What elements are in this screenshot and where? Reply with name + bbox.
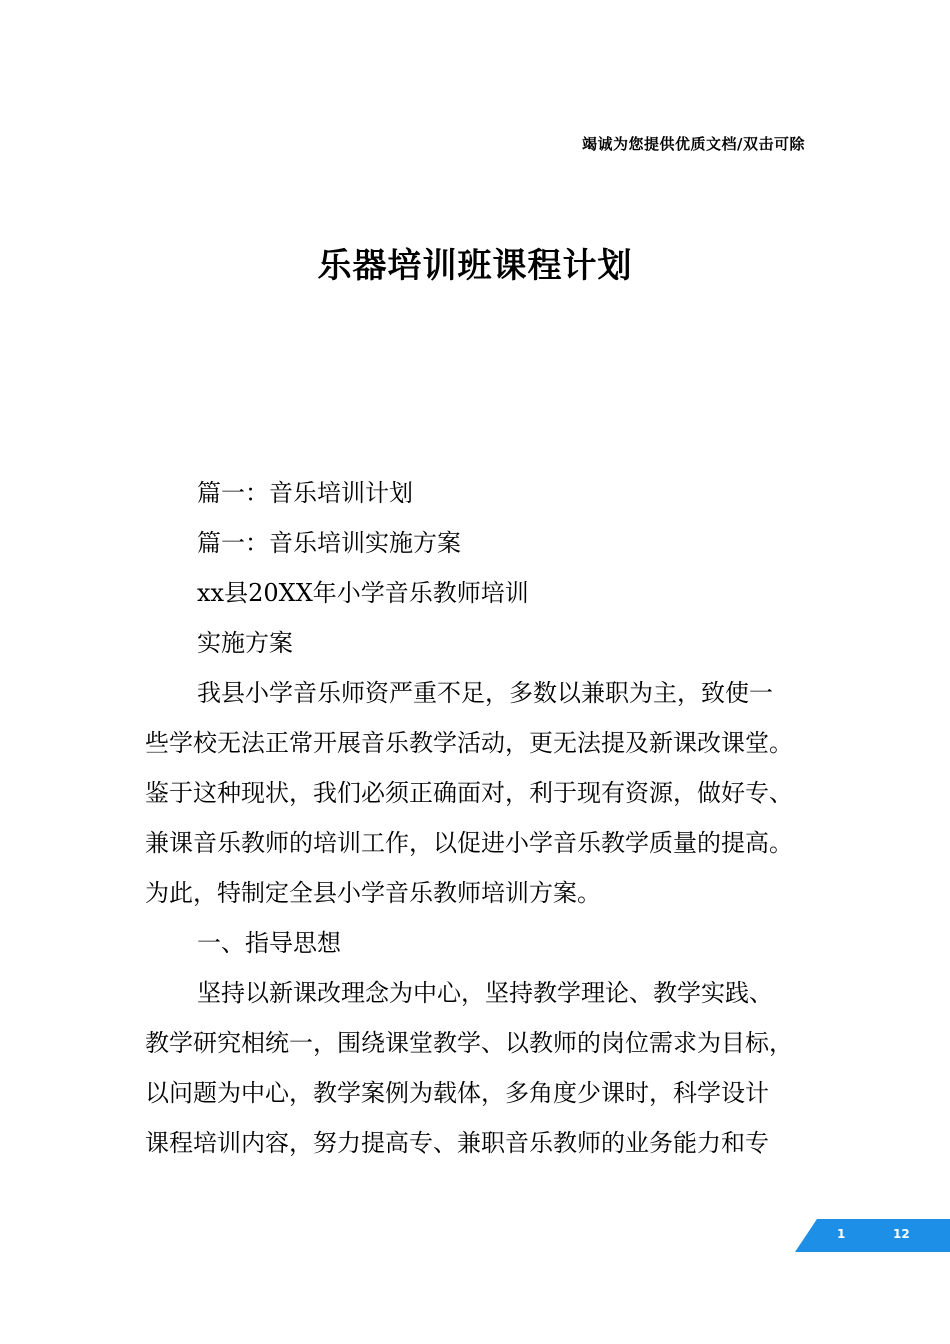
header-note: 竭诚为您提供优质文档/双击可除	[582, 135, 805, 153]
paragraph-line: 我县小学音乐师资严重不足，多数以兼职为主，致使一	[197, 679, 773, 707]
subtitle-line: xx县20XX年小学音乐教师培训	[197, 579, 529, 607]
page-indicator-background	[795, 1219, 950, 1252]
paragraph-line: 鉴于这种现状，我们必须正确面对，利于现有资源，做好专、	[145, 779, 793, 807]
subtitle-line: 实施方案	[197, 629, 293, 657]
paragraph-line: 坚持以新课改理念为中心，坚持教学理论、教学实践、	[197, 979, 773, 1007]
page-indicator	[795, 1219, 950, 1252]
total-page-number: 12	[893, 1227, 910, 1241]
paragraph-line: 课程培训内容，努力提高专、兼职音乐教师的业务能力和专	[145, 1129, 769, 1157]
section-heading: 一、指导思想	[197, 929, 341, 957]
paragraph-line: 以问题为中心，教学案例为载体，多角度少课时，科学设计	[145, 1079, 769, 1107]
toc-line: 篇一：音乐培训实施方案	[197, 529, 461, 557]
paragraph-line: 教学研究相统一，围绕课堂教学、以教师的岗位需求为目标，	[145, 1029, 793, 1057]
paragraph-line: 些学校无法正常开展音乐教学活动，更无法提及新课改课堂。	[145, 729, 793, 757]
paragraph-line: 为此，特制定全县小学音乐教师培训方案。	[145, 879, 601, 907]
toc-line: 篇一：音乐培训计划	[197, 479, 413, 507]
current-page-number: 1	[837, 1227, 846, 1241]
paragraph-line: 兼课音乐教师的培训工作，以促进小学音乐教学质量的提高。	[145, 829, 793, 857]
document-title: 乐器培训班课程计划	[317, 246, 633, 286]
document-body	[145, 468, 815, 1168]
